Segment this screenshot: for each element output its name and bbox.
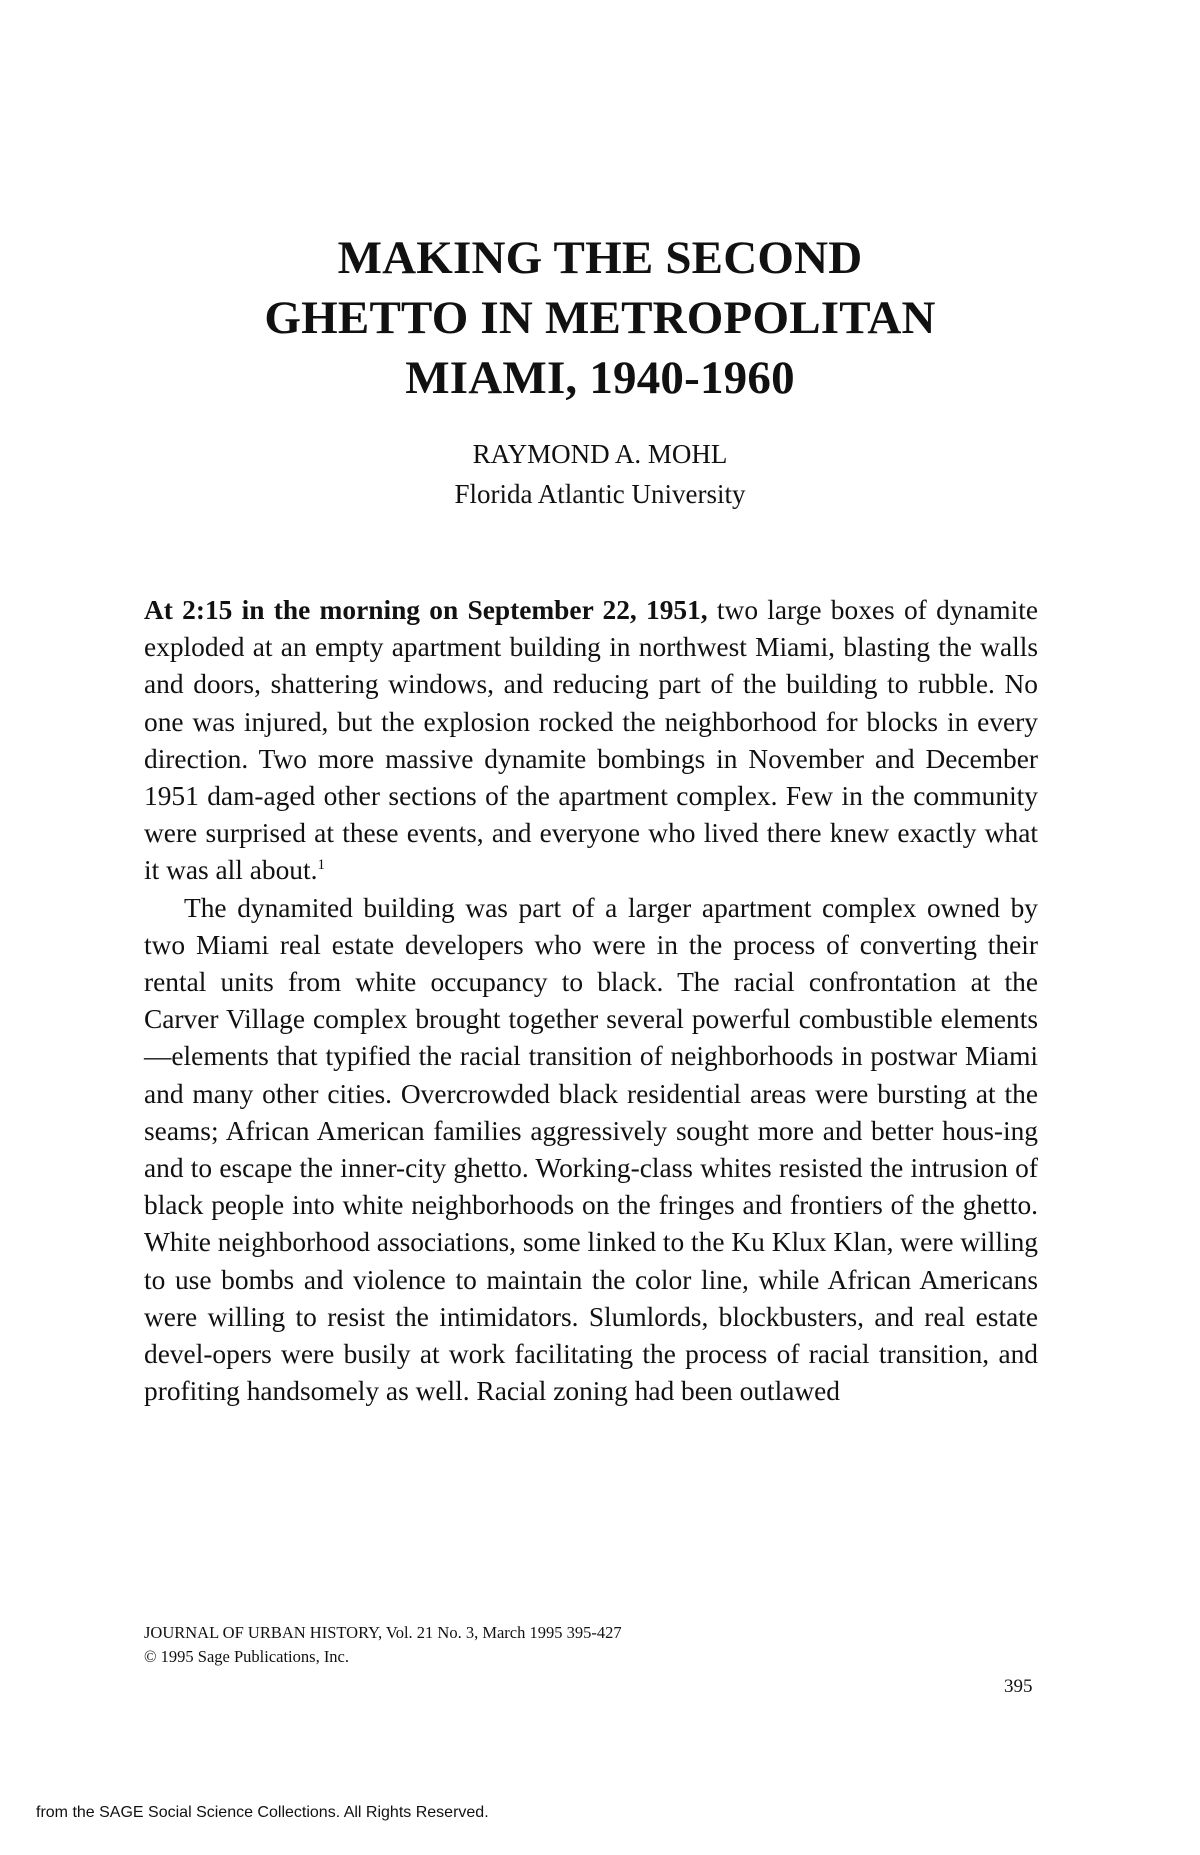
title-line-2: GHETTO IN METROPOLITAN <box>264 292 936 344</box>
article-title <box>0 228 1200 408</box>
journal-reference: JOURNAL OF URBAN HISTORY, Vol. 21 No. 3, March 1995 395-427 <box>144 1623 622 1642</box>
article-body <box>144 592 1038 1410</box>
title-line-3: MIAMI, 1940-1960 <box>405 352 795 404</box>
copyright-notice: © 1995 Sage Publications, Inc. <box>144 1647 350 1666</box>
paragraph-1-text: two large boxes of dynamite exploded at an empty apartment building in northwest Miami, blasting the walls and doors, shattering windows, and reducing part of the building to rubble. No one was injured, but the explosion rocked the neighborhood for blocks in every direction. Two more massive dynamite bombings in November and December 1951 dam-aged other sections of the apartment complex. Few in the community were surprised at these events, and everyone who lived there knew exactly what it was all about. <box>144 595 1038 886</box>
author-name: RAYMOND A. MOHL <box>472 439 728 469</box>
paragraph-1-lead: At 2:15 in the morning on September 22, 1951, <box>144 595 708 625</box>
page-number: 395 <box>1004 1676 1033 1697</box>
title-line-1: MAKING THE SECOND <box>337 232 863 284</box>
paragraph-2: The dynamited building was part of a larger apartment complex owned by two Miami real estate developers who were in the process of converting their rental units from white occupancy to black. The racial confrontation at the Carver Village complex brought together several powerful combustible elements—elements that typified the racial transition of neighborhoods in postwar Miami and many other cities. Overcrowded black residential areas were bursting at the seams; African American families aggressively sought more and better hous-ing and to escape the inner-city ghetto. Working-class whites resisted the intrusion of black people into white neighborhoods on the fringes and frontiers of the ghetto. White neighborhood associations, some linked to the Ku Klux Klan, were willing to use bombs and violence to maintain the color line, while African Americans were willing to resist the intimidators. Slumlords, blockbusters, and real estate devel-opers were busily at work facilitating the process of racial transition, and profiting handsomely as well. Racial zoning had been outlawed <box>144 892 1038 1407</box>
collection-footer: from the SAGE Social Science Collections. All Rights Reserved. <box>36 1804 489 1821</box>
journal-citation <box>144 1621 622 1669</box>
author-affiliation: Florida Atlantic University <box>454 479 746 509</box>
paragraph-1 <box>144 592 1038 890</box>
footnote-marker: 1 <box>317 857 325 874</box>
